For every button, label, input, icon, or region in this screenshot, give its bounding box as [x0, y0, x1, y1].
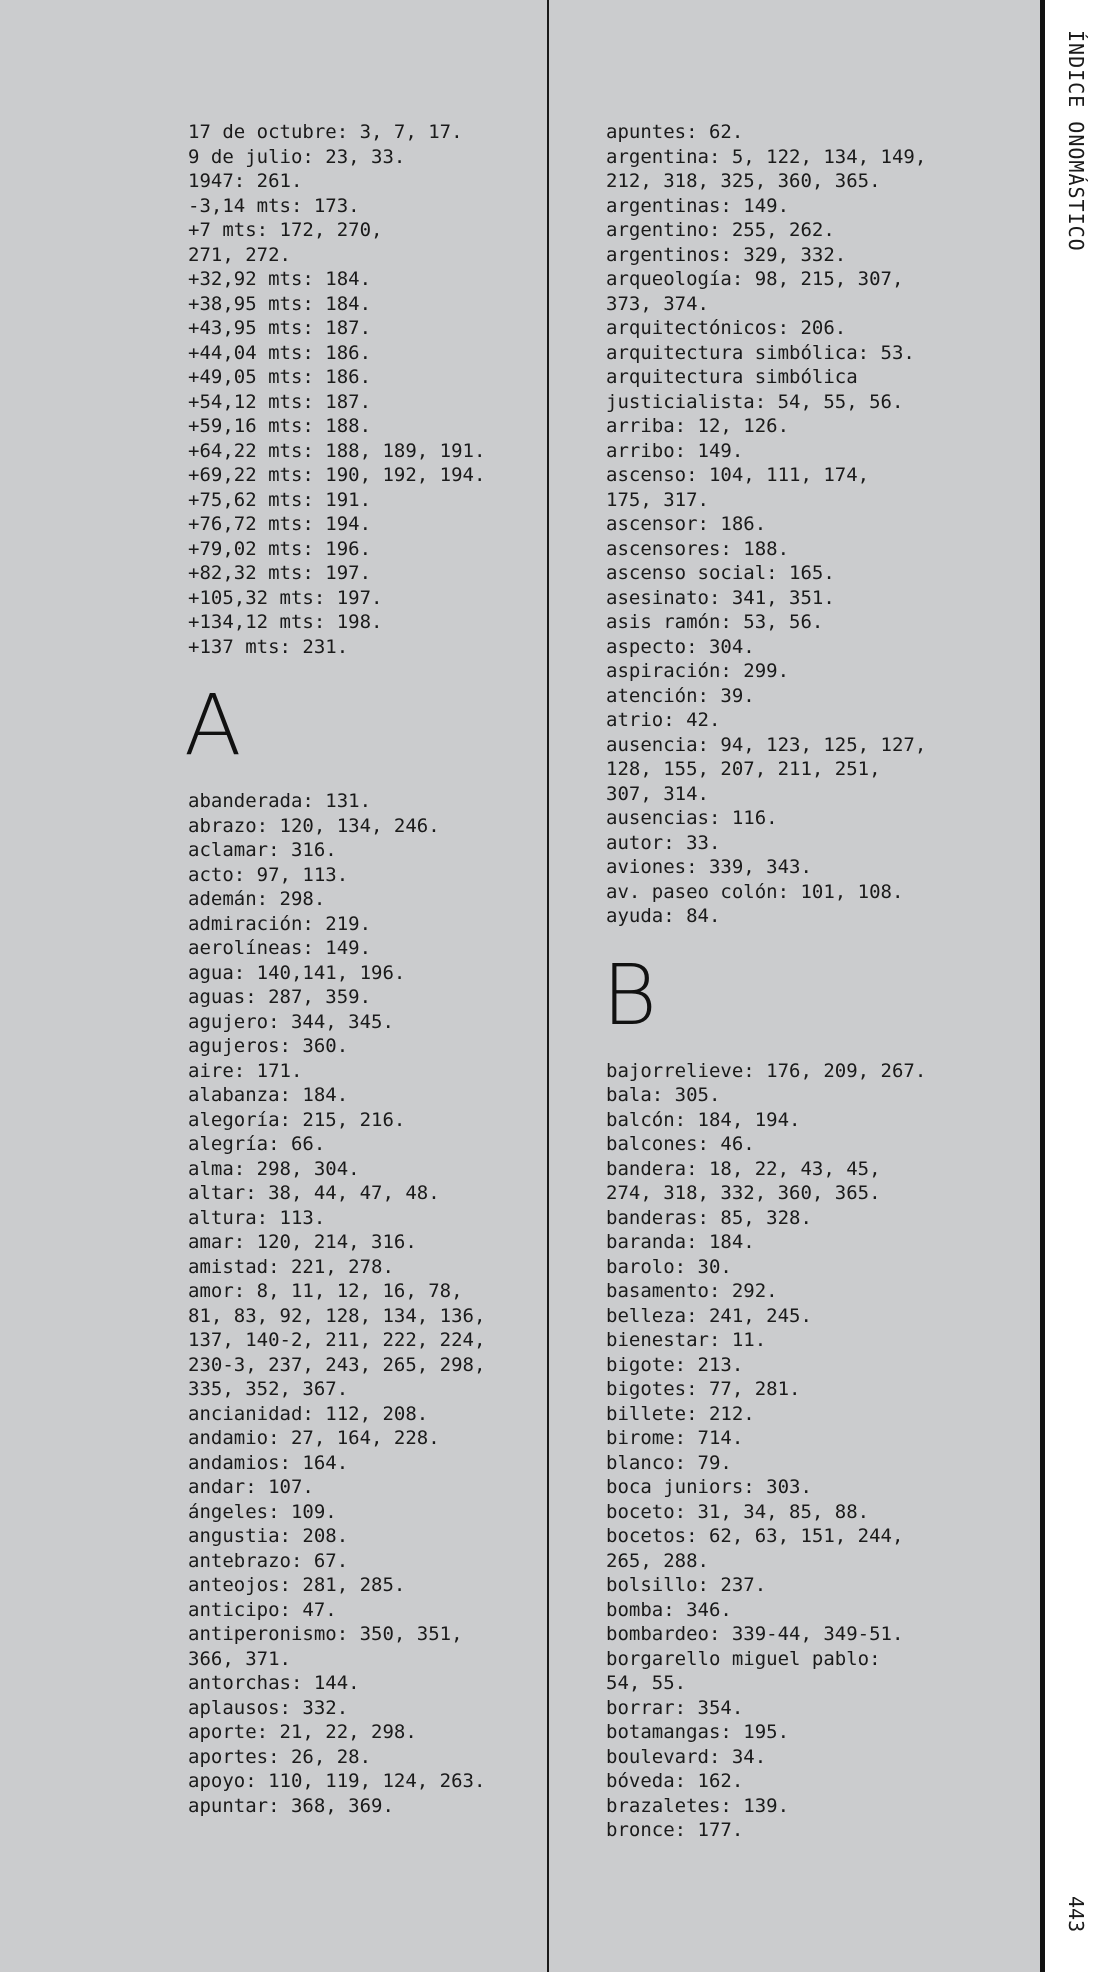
index-entry: +75,62 mts: 191. [188, 488, 372, 511]
index-entry: birome: 714. [606, 1427, 744, 1449]
left-column [184, 120, 578, 1818]
margin-strip [1040, 0, 1102, 1972]
index-entry: atención: 39. [606, 684, 755, 707]
index-entry: ángeles: 109. [188, 1500, 337, 1523]
index-entry: 1947: 261. [188, 170, 303, 192]
index-entry: billete: 212. [606, 1402, 755, 1425]
index-entry: anticipo: 47. [188, 1598, 337, 1621]
index-entry: basamento: 292. [606, 1280, 778, 1302]
index-entry: 81, 83, 92, 128, 134, 136, [188, 1304, 486, 1327]
page-number: 443 [1064, 1896, 1088, 1933]
index-entry: aspiración: 299. [606, 660, 790, 682]
index-entry: 271, 272. [188, 243, 291, 266]
index-entry: av. paseo colón: 101, 108. [606, 880, 904, 903]
index-entry: altar: 38, 44, 47, 48. [188, 1182, 440, 1204]
b-entries [606, 1059, 996, 1843]
index-entry: ademán: 298. [188, 888, 326, 910]
index-entry: boulevard: 34. [606, 1745, 767, 1768]
index-entry: amistad: 221, 278. [188, 1255, 394, 1278]
index-entry: aporte: 21, 22, 298. [188, 1721, 417, 1743]
index-entry: balcón: 184, 194. [606, 1108, 801, 1131]
index-entry: bigote: 213. [606, 1353, 744, 1376]
index-entry: apoyo: 110, 119, 124, 263. [188, 1770, 486, 1792]
index-entry: bala: 305. [606, 1084, 721, 1106]
index-entry: +82,32 mts: 197. [188, 562, 372, 584]
index-entry: alegría: 66. [188, 1133, 326, 1155]
index-entry: 17 de octubre: 3, 7, 17. [188, 121, 463, 143]
index-entry: botamangas: 195. [606, 1721, 790, 1743]
index-entry: 212, 318, 325, 360, 365. [606, 170, 881, 192]
index-entry: +64,22 mts: 188, 189, 191. [188, 439, 486, 462]
index-entry: arquitectura simbólica [606, 366, 858, 388]
index-entry: +79,02 mts: 196. [188, 537, 372, 560]
index-entry: bocetos: 62, 63, 151, 244, [606, 1525, 904, 1547]
index-entry: aclamar: 316. [188, 839, 337, 861]
index-entry: amor: 8, 11, 12, 16, 78, [188, 1280, 463, 1302]
index-entry: 265, 288. [606, 1549, 709, 1572]
index-entry: borgarello miguel pablo: [606, 1647, 881, 1670]
index-entry: +32,92 mts: 184. [188, 268, 372, 290]
index-entry: bomba: 346. [606, 1598, 732, 1621]
index-entry: bigotes: 77, 281. [606, 1378, 801, 1400]
index-entry: abanderada: 131. [188, 790, 372, 812]
index-entry: blanco: 79. [606, 1451, 732, 1474]
index-entry: argentino: 255, 262. [606, 219, 835, 241]
index-entry: ausencia: 94, 123, 125, 127, [606, 733, 927, 756]
index-entry: alegoría: 215, 216. [188, 1108, 406, 1131]
index-entry: aportes: 26, 28. [188, 1745, 372, 1768]
index-entry: aspecto: 304. [606, 635, 755, 658]
index-entry: balcones: 46. [606, 1133, 755, 1155]
index-entry: 366, 371. [188, 1647, 291, 1670]
index-entry: bienestar: 11. [606, 1329, 767, 1351]
index-entry: angustia: 208. [188, 1525, 349, 1547]
index-entry: aire: 171. [188, 1059, 303, 1082]
index-entry: +44,04 mts: 186. [188, 341, 372, 364]
index-entry: +69,22 mts: 190, 192, 194. [188, 464, 486, 486]
index-entry: boceto: 31, 34, 85, 88. [606, 1500, 870, 1523]
index-entry: bajorrelieve: 176, 209, 267. [606, 1059, 927, 1082]
right-column [602, 120, 996, 1843]
index-entry: agujero: 344, 345. [188, 1010, 394, 1033]
index-entry: baranda: 184. [606, 1231, 755, 1253]
index-entry: abrazo: 120, 134, 246. [188, 814, 440, 837]
index-entry: +49,05 mts: 186. [188, 366, 372, 388]
index-entry: bronce: 177. [606, 1819, 744, 1841]
index-entry: argentinos: 329, 332. [606, 243, 847, 266]
margin-rule [1040, 0, 1045, 1972]
index-entry: acto: 97, 113. [188, 863, 349, 886]
index-entry: ascenso: 104, 111, 174, [606, 464, 870, 486]
running-head: ÍNDICE ONOMÁSTICO [1064, 30, 1088, 252]
index-entry: autor: 33. [606, 831, 721, 854]
index-entry: 128, 155, 207, 211, 251, [606, 758, 881, 780]
index-entry: andamio: 27, 164, 228. [188, 1427, 440, 1449]
index-entry: 137, 140-2, 211, 222, 224, [188, 1329, 486, 1351]
index-entry: aguas: 287, 359. [188, 986, 372, 1008]
index-entry: antebrazo: 67. [188, 1549, 349, 1572]
index-entry: aviones: 339, 343. [606, 856, 812, 878]
index-entry: bóveda: 162. [606, 1770, 744, 1792]
index-entry: aerolíneas: 149. [188, 937, 372, 959]
a-entries-continued [606, 120, 996, 929]
index-entry: +59,16 mts: 188. [188, 415, 372, 437]
index-entry: 274, 318, 332, 360, 365. [606, 1182, 881, 1204]
index-entry: brazaletes: 139. [606, 1794, 790, 1817]
index-entry: arquitectura simbólica: 53. [606, 341, 915, 364]
index-entry: arribo: 149. [606, 439, 744, 462]
index-entry: agujeros: 360. [188, 1035, 349, 1057]
index-entry: 335, 352, 367. [188, 1378, 349, 1400]
index-entry: apuntes: 62. [606, 121, 744, 143]
index-entry: argentina: 5, 122, 134, 149, [606, 145, 927, 168]
index-entry: atrio: 42. [606, 709, 721, 731]
index-entry: argentinas: 149. [606, 194, 790, 217]
index-entry: +7 mts: 172, 270, [188, 219, 383, 241]
index-entry: justicialista: 54, 55, 56. [606, 390, 904, 413]
index-entry: 175, 317. [606, 488, 709, 511]
a-entries [188, 789, 578, 1818]
index-entry: agua: 140,141, 196. [188, 961, 406, 984]
index-entry: ascenso social: 165. [606, 562, 835, 584]
index-entry: barolo: 30. [606, 1255, 732, 1278]
numeric-entries [188, 120, 578, 659]
index-entry: +105,32 mts: 197. [188, 586, 383, 609]
index-entry: arriba: 12, 126. [606, 415, 790, 437]
index-entry: +134,12 mts: 198. [188, 611, 383, 633]
index-entry: asesinato: 341, 351. [606, 586, 835, 609]
index-entry: +38,95 mts: 184. [188, 292, 372, 315]
index-entry: 373, 374. [606, 292, 709, 315]
index-entry: apuntar: 368, 369. [188, 1794, 394, 1817]
index-entry: andamios: 164. [188, 1451, 349, 1474]
index-entry: antorchas: 144. [188, 1672, 360, 1694]
section-letter-a: A [184, 676, 242, 774]
index-entry: ascensores: 188. [606, 537, 790, 560]
index-entry: bombardeo: 339-44, 349-51. [606, 1623, 904, 1645]
index-entry: ascensor: 186. [606, 513, 767, 535]
index-entry: anteojos: 281, 285. [188, 1574, 406, 1596]
index-entry: 230-3, 237, 243, 265, 298, [188, 1353, 486, 1376]
index-entry: boca juniors: 303. [606, 1476, 812, 1498]
index-entry: asis ramón: 53, 56. [606, 611, 824, 633]
index-entry: alabanza: 184. [188, 1084, 349, 1106]
index-entry: belleza: 241, 245. [606, 1304, 812, 1327]
index-entry: bolsillo: 237. [606, 1574, 767, 1596]
index-entry: arqueología: 98, 215, 307, [606, 268, 904, 290]
index-entry: +76,72 mts: 194. [188, 513, 372, 535]
index-entry: bandera: 18, 22, 43, 45, [606, 1157, 881, 1180]
index-entry: amar: 120, 214, 316. [188, 1231, 417, 1253]
index-entry: +54,12 mts: 187. [188, 390, 372, 413]
index-entry: 54, 55. [606, 1672, 687, 1694]
index-entry: arquitectónicos: 206. [606, 317, 847, 339]
index-entry: -3,14 mts: 173. [188, 194, 360, 217]
index-entry: 307, 314. [606, 782, 709, 805]
index-entry: +137 mts: 231. [188, 635, 349, 658]
index-entry: 9 de julio: 23, 33. [188, 145, 406, 168]
index-entry: ayuda: 84. [606, 905, 721, 927]
index-entry: aplausos: 332. [188, 1696, 349, 1719]
section-letter-b: B [602, 945, 658, 1044]
index-entry: ausencias: 116. [606, 807, 778, 829]
index-entry: andar: 107. [188, 1476, 314, 1498]
index-entry: admiración: 219. [188, 912, 372, 935]
index-entry: antiperonismo: 350, 351, [188, 1623, 463, 1645]
index-entry: banderas: 85, 328. [606, 1206, 812, 1229]
index-entry: +43,95 mts: 187. [188, 317, 372, 339]
index-entry: borrar: 354. [606, 1696, 744, 1719]
index-entry: ancianidad: 112, 208. [188, 1402, 429, 1425]
index-entry: alma: 298, 304. [188, 1157, 360, 1180]
index-entry: altura: 113. [188, 1206, 326, 1229]
